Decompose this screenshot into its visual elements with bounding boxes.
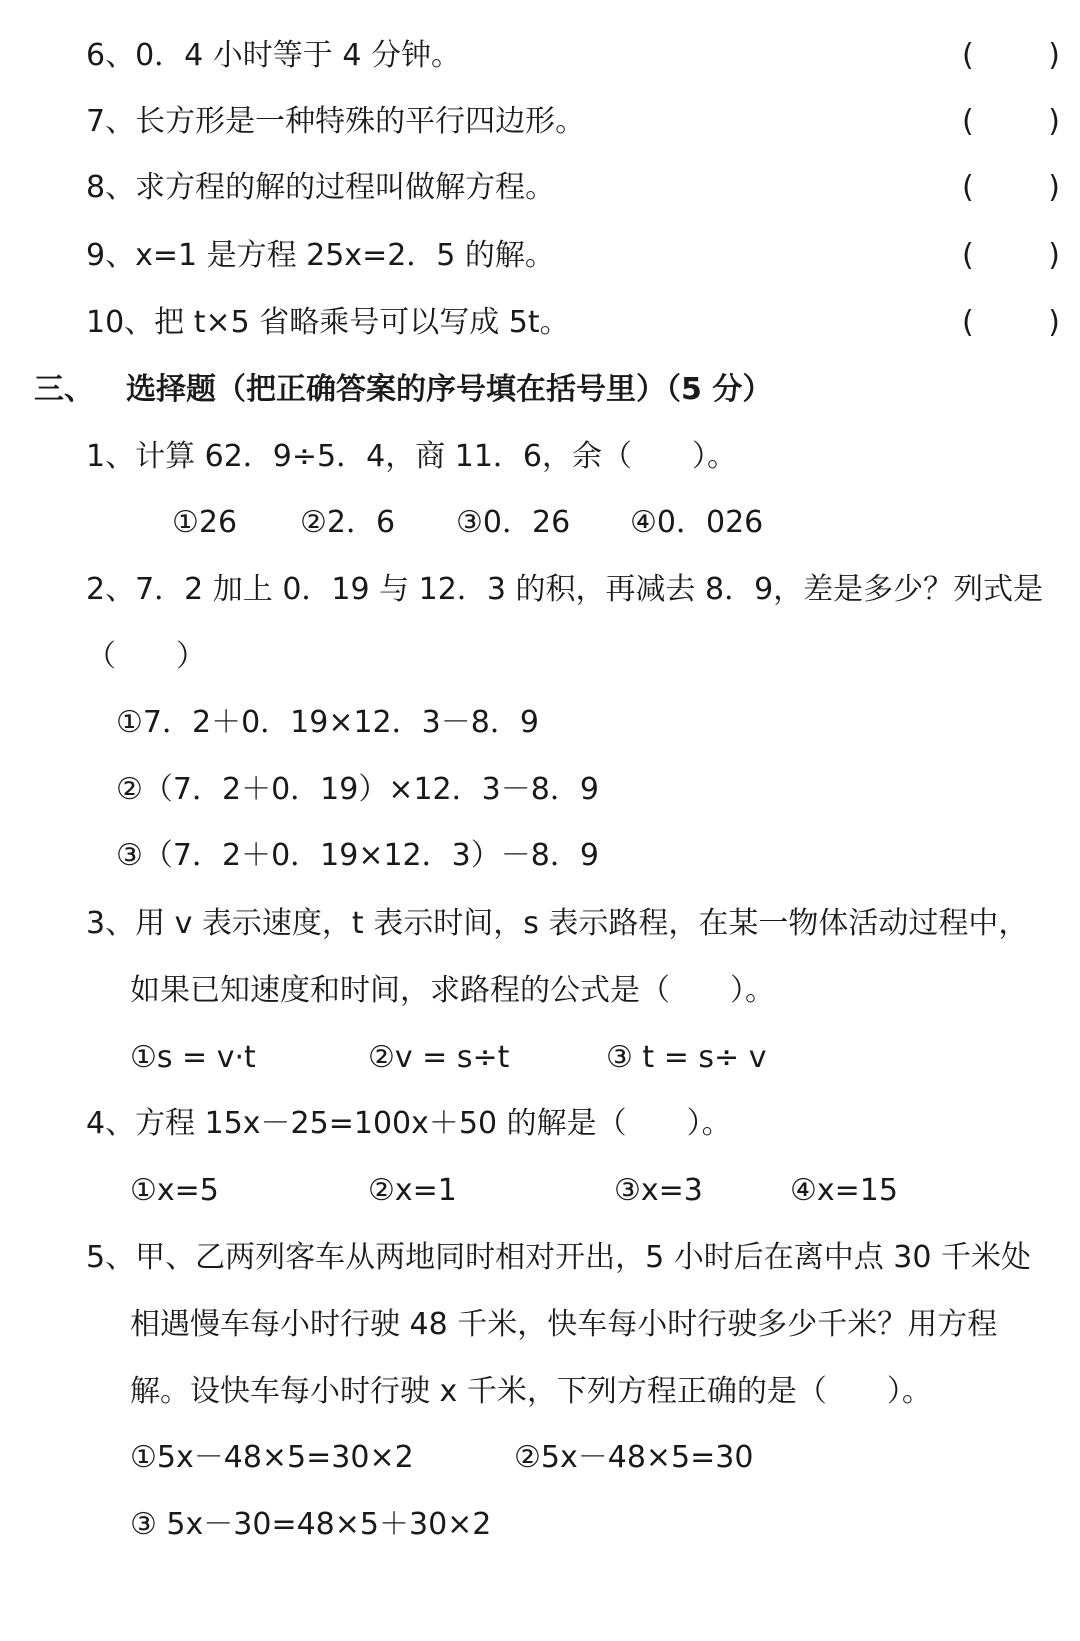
question-3-stem-cont: 如果已知速度和时间，求路程的公式是（ ）。 bbox=[130, 973, 775, 1008]
q2-option-3[interactable]: ③（7．2＋0．19×12．3）－8．9 bbox=[116, 838, 599, 873]
q1-option-3[interactable]: ③0．26 bbox=[456, 505, 571, 540]
judgement-item-8: 8、求方程的解的过程叫做解方程。 bbox=[86, 170, 556, 205]
q5-option-2[interactable]: ②5x－48×5=30 bbox=[514, 1440, 754, 1475]
q4-option-2[interactable]: ②x=1 bbox=[368, 1173, 457, 1208]
section-title: 选择题（把正确答案的序号填在括号里）（5 分） bbox=[126, 372, 773, 407]
q3-option-2[interactable]: ②v = s÷t bbox=[368, 1040, 510, 1075]
question-4-stem: 4、方程 15x－25=100x＋50 的解是（ ）。 bbox=[86, 1106, 732, 1141]
q5-option-1[interactable]: ①5x－48×5=30×2 bbox=[130, 1440, 414, 1475]
q4-option-4[interactable]: ④x=15 bbox=[790, 1173, 898, 1208]
q3-option-3[interactable]: ③ t = s÷ v bbox=[606, 1040, 767, 1075]
question-5-stem-cont-1: 相遇慢车每小时行驶 48 千米，快车每小时行驶多少千米？用方程 bbox=[130, 1307, 998, 1342]
question-5-stem-cont-2: 解。设快车每小时行驶 x 千米，下列方程正确的是（ ）。 bbox=[130, 1374, 932, 1409]
question-1-stem: 1、计算 62．9÷5．4，商 11．6，余（ ）。 bbox=[86, 439, 737, 474]
judgement-item-6: 6、0．4 小时等于 4 分钟。 bbox=[86, 38, 461, 73]
q2-option-1[interactable]: ①7．2＋0．19×12．3－8．9 bbox=[116, 705, 539, 740]
judgement-item-10: 10、把 t×5 省略乘号可以写成 5t。 bbox=[86, 305, 570, 340]
judgement-item-9: 9、x=1 是方程 25x=2．5 的解。 bbox=[86, 238, 555, 273]
q4-option-1[interactable]: ①x=5 bbox=[130, 1173, 219, 1208]
q4-option-3[interactable]: ③x=3 bbox=[614, 1173, 703, 1208]
q2-option-2[interactable]: ②（7．2＋0．19）×12．3－8．9 bbox=[116, 772, 599, 807]
question-5-stem: 5、甲、乙两列客车从两地同时相对开出，5 小时后在离中点 30 千米处 bbox=[86, 1240, 1031, 1275]
q1-option-4[interactable]: ④0．026 bbox=[630, 505, 764, 540]
question-2-answer-blank[interactable]: （ ） bbox=[86, 639, 206, 674]
section-number: 三、 bbox=[34, 372, 94, 407]
judgement-item-7: 7、长方形是一种特殊的平行四边形。 bbox=[86, 104, 586, 139]
q3-option-1[interactable]: ①s = v·t bbox=[130, 1040, 256, 1075]
worksheet-page: 6、0．4 小时等于 4 分钟。 ( ) 7、长方形是一种特殊的平行四边形。 ( ) 8、求方程的解的过程叫做解方程。 ( ) 9、x=1 是方程 25x=2．5 的解。 ( ) 10、把 t×5 省略乘号可以写成 5t。 ( ) 三、 选择题（把正确答案的序号填在括号里）（5 分） 1、计算 62．9÷5．4，商 11．6，余（ ）。 ①26 ②2．6 ③0．26 ④0．026 2、7．2 加上 0．19 与 12．3 的积，再减去 8．9，差是多少？列式是 （ ） ①7．2＋0．19×12．3－8．9 ②（7．2＋0．19）×12．3－8．9 ③（7．2＋0．19×12．3）－8．9 3、用 v 表示速度，t 表示时间，s 表示路程，在某一物体活动过程中， 如果已知速度和时间，求路程的公式是（ ）。 ①s = v·t ②v = s÷t ③ t = s÷ v 4、方程 15x－25=100x＋50 的解是（ ）。 ①x=5 ②x=1 ③x=3 ④x=15 5、甲、乙两列客车从两地同时相对开出，5 小时后在离中点 30 千米处 相遇慢车每小时行驶 48 千米，快车每小时行驶多少千米？用方程 解。设快车每小时行驶 x 千米，下列方程正确的是（ ）。 ①5x－48×5=30×2 ②5x－48×5=30 ③ 5x－30=48×5＋30×2 bbox=[0, 0, 1080, 1641]
question-2-stem: 2、7．2 加上 0．19 与 12．3 的积，再减去 8．9，差是多少？列式是 bbox=[86, 572, 1044, 607]
question-3-stem: 3、用 v 表示速度，t 表示时间，s 表示路程，在某一物体活动过程中， bbox=[86, 906, 1029, 941]
q1-option-1[interactable]: ①26 bbox=[172, 505, 238, 540]
q5-option-3[interactable]: ③ 5x－30=48×5＋30×2 bbox=[130, 1507, 492, 1542]
q1-option-2[interactable]: ②2．6 bbox=[300, 505, 396, 540]
